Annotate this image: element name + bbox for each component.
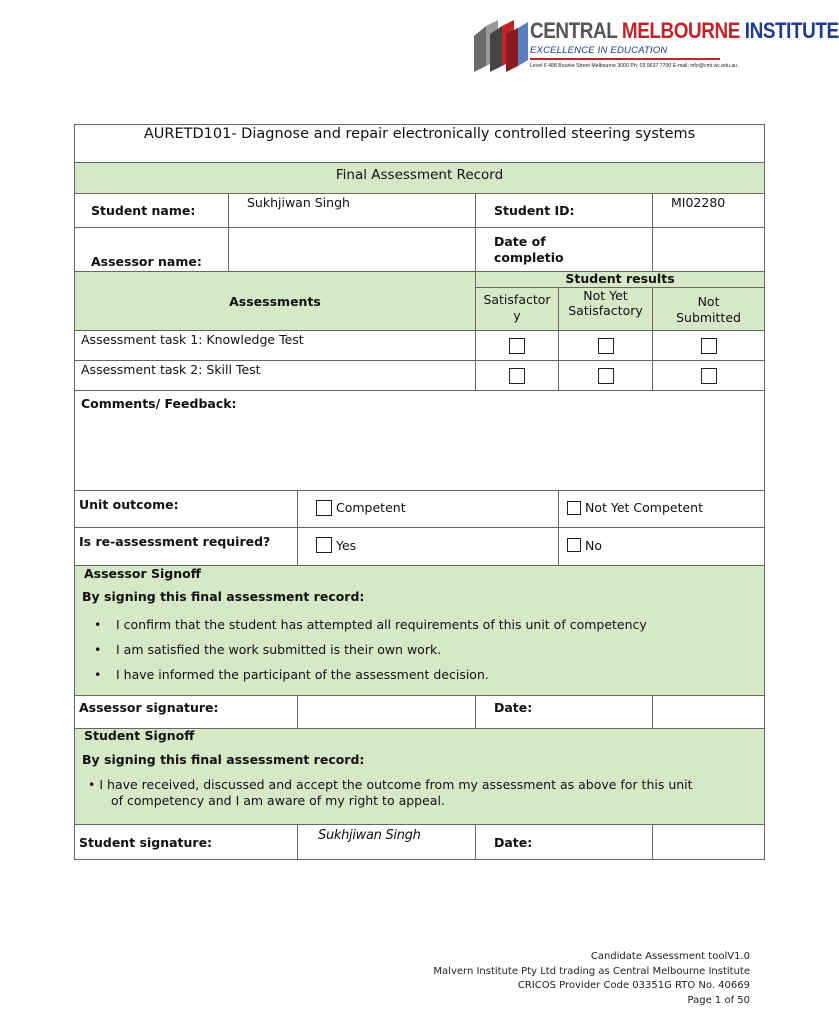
student-signoff-heading: Student Signoff bbox=[84, 728, 195, 743]
not-yet-competent-option-label: Not Yet Competent bbox=[585, 500, 704, 516]
task-1-satisfactory-checkbox[interactable] bbox=[509, 338, 525, 354]
list-item: • I am satisfied the work submitted is their own work. bbox=[90, 637, 760, 662]
student-id-field[interactable]: MI02280 bbox=[653, 194, 765, 228]
student-signoff-section bbox=[75, 729, 765, 825]
assessor-date-field[interactable] bbox=[653, 696, 765, 729]
competent-checkbox[interactable] bbox=[316, 500, 332, 516]
competent-option-label: Competent bbox=[336, 500, 406, 515]
logo-address: Level 6 488 Bourke Street Melbourne 3000 Ph: 03 9637 7700 E-mail: info@cmi.vic.edu.au bbox=[530, 63, 738, 69]
logo-cubes-icon bbox=[472, 16, 528, 72]
unit-title: AURETD101- Diagnose and repair electronically controlled steering systems bbox=[75, 125, 765, 163]
date-of-completion-label: Date of completio bbox=[476, 228, 653, 272]
task-2-not-submitted-checkbox[interactable] bbox=[701, 368, 717, 384]
student-date-field[interactable] bbox=[653, 825, 765, 860]
task-1-satisfactory-cell bbox=[476, 331, 559, 361]
assessor-date-label: Date: bbox=[476, 696, 653, 729]
student-name-label: Student name: bbox=[75, 194, 229, 228]
comments-feedback-label: Comments/ Feedback: bbox=[81, 396, 237, 411]
footer-company: Malvern Institute Pty Ltd trading as Central Melbourne Institute bbox=[433, 965, 750, 977]
student-results-header: Student results bbox=[476, 272, 765, 288]
assessor-signature-field[interactable] bbox=[298, 696, 476, 729]
reassessment-label: Is re-assessment required? bbox=[75, 528, 298, 566]
assessor-signoff-heading: Assessor Signoff bbox=[84, 566, 201, 581]
unit-outcome-label: Unit outcome: bbox=[75, 491, 298, 528]
record-subtitle: Final Assessment Record bbox=[75, 163, 765, 194]
list-item: • I have informed the participant of the assessment decision. bbox=[90, 662, 760, 687]
reassessment-no-label: No bbox=[585, 537, 602, 553]
task-1-not-yet-cell bbox=[559, 331, 653, 361]
col-satisfactory: Satisfactor y bbox=[476, 288, 559, 331]
reassessment-no-checkbox[interactable] bbox=[567, 538, 581, 552]
task-2-not-yet-cell bbox=[559, 361, 653, 391]
task-1-not-yet-satisfactory-checkbox[interactable] bbox=[598, 338, 614, 354]
logo-tagline: EXCELLENCE IN EDUCATION bbox=[530, 45, 668, 56]
footer-tool-version: Candidate Assessment toolV1.0 bbox=[590, 951, 750, 962]
assessor-name-field[interactable] bbox=[229, 228, 476, 272]
task-2-satisfactory-cell bbox=[476, 361, 559, 391]
student-signature-field[interactable]: Sukhjiwan Singh bbox=[298, 825, 476, 860]
logo-divider bbox=[530, 58, 720, 60]
comments-feedback-field[interactable] bbox=[75, 391, 765, 491]
institute-logo bbox=[472, 14, 839, 76]
col-not-yet-satisfactory: Not Yet Satisfactory bbox=[559, 288, 653, 331]
date-of-completion-field[interactable] bbox=[653, 228, 765, 272]
unit-outcome-nyc-cell bbox=[559, 491, 765, 528]
assessor-signoff-section bbox=[75, 566, 765, 696]
task-2-not-yet-satisfactory-checkbox[interactable] bbox=[598, 368, 614, 384]
unit-outcome-competent-cell bbox=[298, 491, 559, 528]
task-2-label: Assessment task 2: Skill Test bbox=[75, 361, 476, 391]
student-id-label: Student ID: bbox=[476, 194, 653, 228]
footer-page-number: Page 1 of 50 bbox=[687, 994, 750, 1006]
student-signoff-intro: By signing this final assessment record: bbox=[82, 752, 365, 767]
reassessment-yes-checkbox[interactable] bbox=[316, 537, 332, 553]
reassessment-yes-label: Yes bbox=[336, 537, 357, 553]
assessor-signoff-intro: By signing this final assessment record: bbox=[82, 589, 365, 604]
final-assessment-record-table bbox=[74, 124, 765, 860]
assessor-signature-label: Assessor signature: bbox=[75, 696, 298, 729]
student-name-field[interactable]: Sukhjiwan Singh bbox=[229, 194, 476, 228]
col-not-submitted: Not Submitted bbox=[653, 288, 765, 331]
table-row bbox=[75, 361, 765, 391]
task-1-not-submitted-checkbox[interactable] bbox=[701, 338, 717, 354]
assessor-name-label: Assessor name: bbox=[75, 228, 229, 272]
assessor-signoff-list bbox=[90, 612, 760, 687]
student-signature-label: Student signature: bbox=[75, 825, 298, 860]
task-2-satisfactory-checkbox[interactable] bbox=[509, 368, 525, 384]
not-yet-competent-checkbox[interactable] bbox=[567, 501, 581, 515]
logo-name: CENTRAL MELBOURNE INSTITUTE bbox=[530, 18, 839, 43]
assessments-header: Assessments bbox=[75, 272, 476, 331]
reassessment-no-cell bbox=[559, 528, 765, 566]
table-row bbox=[75, 331, 765, 361]
student-signoff-bullet-cont: of competency and I am aware of my right to appeal. bbox=[111, 793, 445, 808]
task-2-not-submitted-cell bbox=[653, 361, 765, 391]
student-date-label: Date: bbox=[476, 825, 653, 860]
student-signoff-bullet: • I have received, discussed and accept the outcome from my assessment as above for this unit bbox=[88, 777, 693, 792]
footer-cricos: CRICOS Provider Code 03351G RTO No. 40669 bbox=[517, 980, 750, 991]
reassessment-yes-cell bbox=[298, 528, 559, 566]
page-footer bbox=[433, 950, 750, 1008]
task-1-not-submitted-cell bbox=[653, 331, 765, 361]
list-item: • I confirm that the student has attempted all requirements of this unit of competency bbox=[90, 612, 760, 637]
task-1-label: Assessment task 1: Knowledge Test bbox=[75, 331, 476, 361]
